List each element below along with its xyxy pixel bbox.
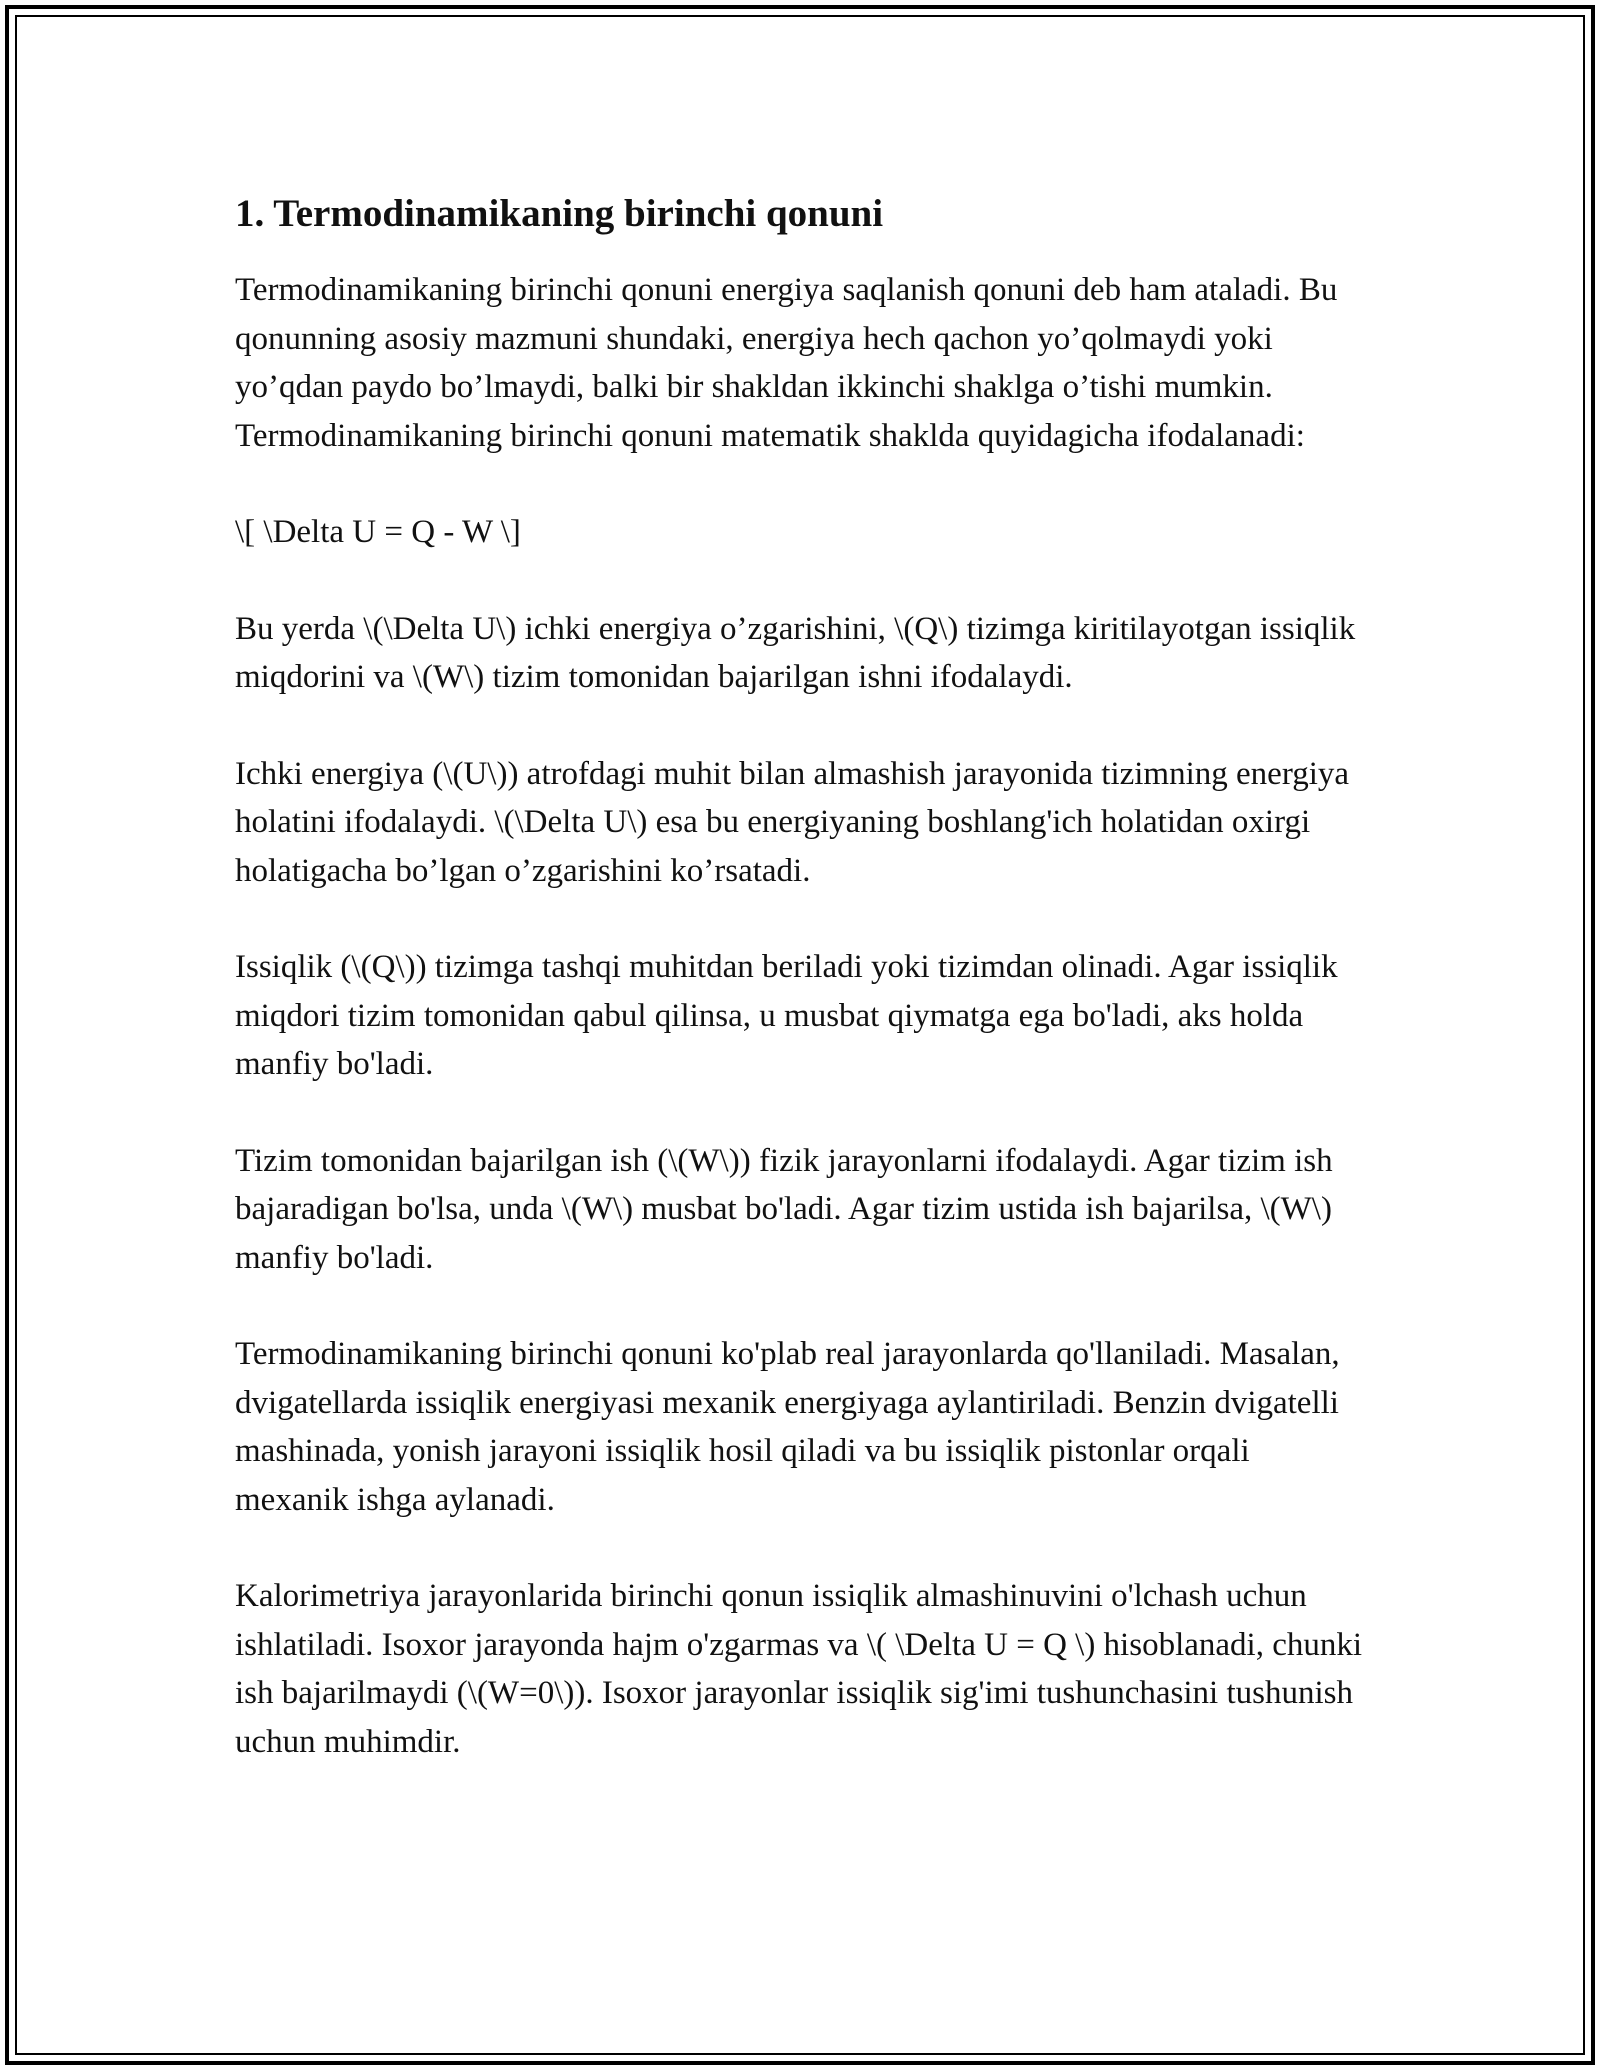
paragraph-internal-energy: Ichki energiya (\(U\)) atrofdagi muhit bilan almashish jarayonida tizimning energiya holatini ifodalaydi. \(\Delta U\) esa bu energiyaning boshlang'ich holatidan oxirgi holatigacha bo’lgan o’zgarishini ko’rsatadi. xyxy=(235,755,1350,889)
section-heading: 1. Termodinamikaning birinchi qonuni xyxy=(235,192,884,235)
document-body xyxy=(235,190,1370,1814)
paragraph-calorimetry: Kalorimetriya jarayonlarida birinchi qonun issiqlik almashinuvini o'lchash uchun ishlatiladi. Isoxor jarayonda hajm o'zgarmas va \( \Delta U = Q \) hisoblanadi, chunki ish bajarilmaydi (\(W=0\)). Isoxor jarayonlar issiqlik sig'imi tushunchasini tushunish uchun muhimdir. xyxy=(235,1578,1363,1760)
paragraph-definitions: Bu yerda \(\Delta U\) ichki energiya o’zgarishini, \(Q\) tizimga kiritilayotgan issiqlik miqdorini va \(W\) tizim tomonidan bajarilgan ishni ifodalaydi. xyxy=(235,610,1356,695)
paragraph-work: Tizim tomonidan bajarilgan ish (\(W\)) fizik jarayonlarni ifodalaydi. Agar tizim ish bajaradigan bo'lsa, unda \(W\) musbat bo'ladi. Agar tizim ustida ish bajarilsa, \(W\) manfiy bo'ladi. xyxy=(235,1142,1333,1276)
intro-paragraph: Termodinamikaning birinchi qonuni energiya saqlanish qonuni deb ham ataladi. Bu qonunning asosiy mazmuni shundaki, energiya hech qachon yo’qolmaydi yoki yo’qdan paydo bo’lmaydi, balki bir shakldan ikkinchi shaklga o’tishi mumkin. Termodinamikaning birinchi qonuni matematik shaklda quyidagicha ifodalanadi: xyxy=(235,272,1338,454)
paragraph-heat: Issiqlik (\(Q\)) tizimga tashqi muhitdan beriladi yoki tizimdan olinadi. Agar issiqlik miqdori tizim tomonidan qabul qilinsa, u musbat qiymatga ega bo'ladi, aks holda manfiy bo'ladi. xyxy=(235,949,1338,1082)
formula-line: \[ \Delta U = Q - W \] xyxy=(235,514,521,550)
paragraph-applications: Termodinamikaning birinchi qonuni ko'plab real jarayonlarda qo'llaniladi. Masalan, dvigatellarda issiqlik energiyasi mexanik energiyaga aylantiriladi. Benzin dvigatelli mashinada, yonish jarayoni issiqlik hosil qiladi va bu issiqlik pistonlar orqali mexanik ishga aylanadi. xyxy=(235,1336,1340,1518)
